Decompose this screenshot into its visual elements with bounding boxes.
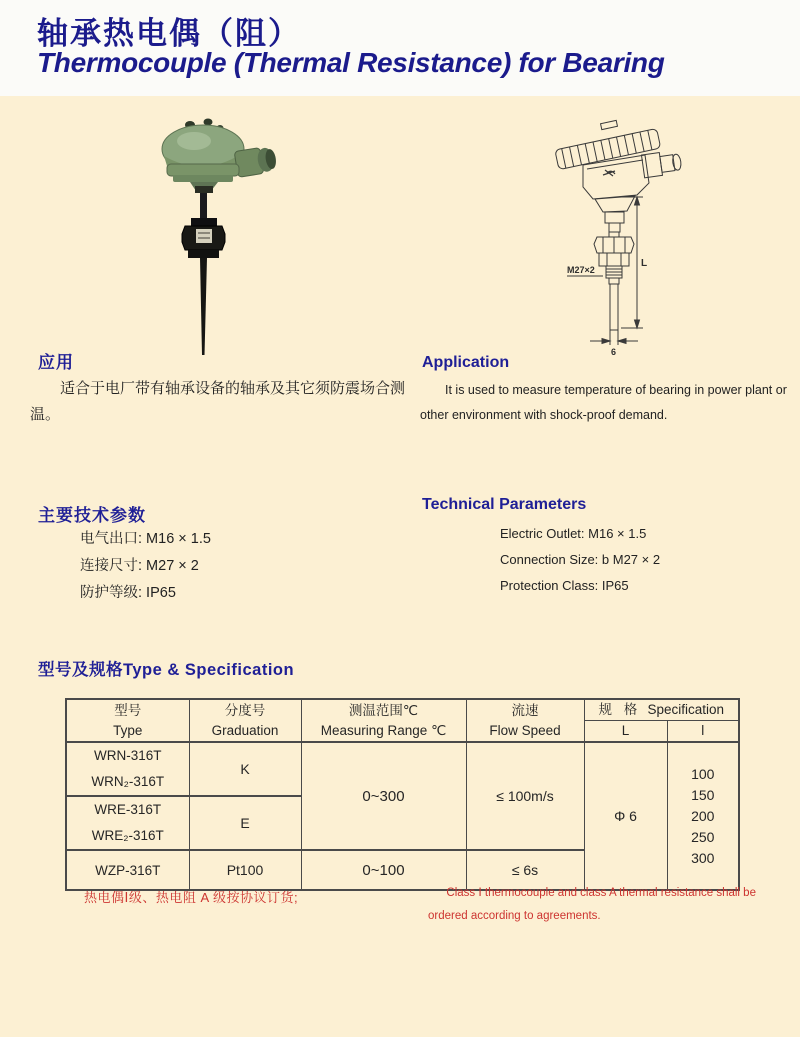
cell-range-pt100: 0~100 bbox=[301, 850, 466, 890]
dim-label-length: L bbox=[641, 258, 648, 269]
table-row bbox=[66, 742, 739, 796]
page-title-en: Thermocouple (Thermal Resistance) for Bearing bbox=[37, 47, 665, 78]
param-item: Electric Outlet: M16 × 1.5 bbox=[500, 526, 647, 541]
cell-lengths: 100 150 200 250 300 bbox=[667, 742, 739, 890]
cell-graduation-k: K bbox=[189, 742, 301, 796]
col-header-specification: 规 格 Specification bbox=[584, 699, 739, 721]
cell-range-merged: 0~300 bbox=[301, 742, 466, 850]
application-text-en: It is used to measure temperature of bearing in power plant or other environment with shock-proof demand. bbox=[420, 383, 787, 422]
col-header-graduation: 分度号 Graduation bbox=[189, 699, 301, 742]
parameters-list-en bbox=[500, 521, 660, 599]
application-heading-en: Application bbox=[422, 354, 510, 371]
dim-label-thread: M27×2 bbox=[567, 265, 595, 275]
technical-drawing bbox=[545, 113, 695, 358]
parameters-heading-zh: 主要技术参数 bbox=[38, 506, 146, 525]
content-area bbox=[0, 96, 800, 1037]
spec-section-heading: 型号及规格Type & Specification bbox=[38, 661, 295, 679]
param-item: 防护等级: IP65 bbox=[80, 585, 176, 601]
param-item: 电气出口: M16 × 1.5 bbox=[80, 531, 211, 547]
cell-diameter: Φ 6 bbox=[584, 742, 667, 890]
cell-flow-pt100: ≤ 6s bbox=[466, 850, 584, 890]
param-item: Connection Size: b M27 × 2 bbox=[500, 552, 661, 567]
product-photo bbox=[140, 112, 290, 360]
col-header-l: l bbox=[667, 721, 739, 743]
spec-table bbox=[65, 698, 740, 891]
param-item: 连接尺寸: M27 × 2 bbox=[80, 558, 199, 574]
parameters-list-zh bbox=[80, 526, 211, 607]
cell-types-e: WRE-316T WRE₂-316T bbox=[66, 796, 189, 850]
application-text-zh: 适合于电厂带有轴承设备的轴承及其它须防震场合测温。 bbox=[30, 380, 406, 423]
col-header-flow: 流速 Flow Speed bbox=[466, 699, 584, 742]
page-header bbox=[0, 0, 800, 96]
parameters-heading-en: Technical Parameters bbox=[422, 496, 587, 513]
cell-flow-merged: ≤ 100m/s bbox=[466, 742, 584, 850]
cell-type-wzp: WZP-316T bbox=[66, 850, 189, 890]
cell-types-k: WRN-316T WRN₂-316T bbox=[66, 742, 189, 796]
dim-label-tip: 6 bbox=[611, 347, 617, 357]
cell-graduation-pt100: Pt100 bbox=[189, 850, 301, 890]
order-note-en: Class Ⅰ thermocouple and class A thermal resistance shall be ordered according to agreements. bbox=[428, 887, 756, 922]
cell-graduation-e: E bbox=[189, 796, 301, 850]
param-item: Protection Class: IP65 bbox=[500, 578, 629, 593]
col-header-range: 测温范围℃ Measuring Range ℃ bbox=[301, 699, 466, 742]
order-note-zh: 热电偶Ⅰ级、热电阻 A 级按协议订货; bbox=[84, 890, 299, 905]
page-title-zh: 轴承热电偶（阻） bbox=[37, 16, 301, 51]
application-heading-zh: 应用 bbox=[38, 353, 74, 372]
table-header-row bbox=[66, 699, 739, 721]
col-header-L: L bbox=[584, 721, 667, 743]
col-header-type: 型号 Type bbox=[66, 699, 189, 742]
